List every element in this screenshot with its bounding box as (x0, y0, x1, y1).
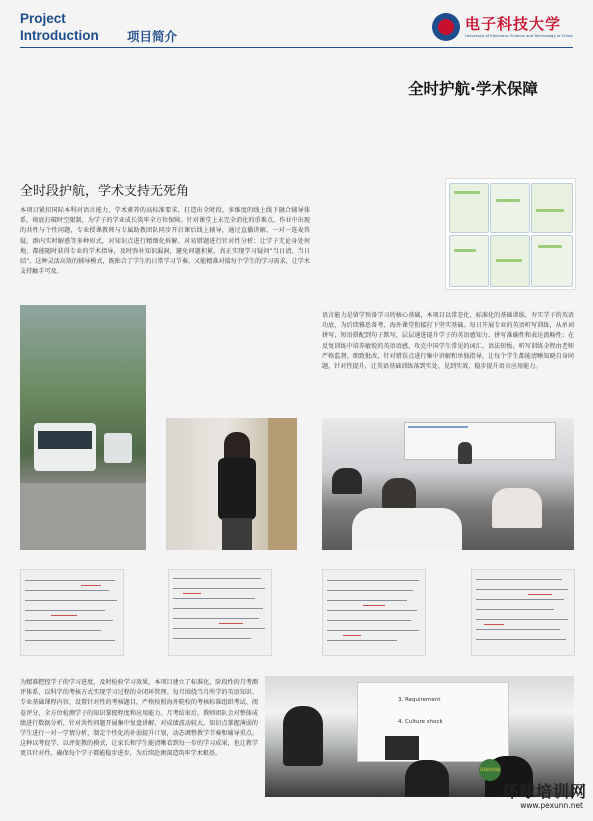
student-hallway-photo (166, 418, 297, 550)
watermark (457, 759, 587, 811)
section3-body: 为精准把控学子的学习进度，及时检验学习效果，本项目建立了标准化、阶段性的月考测评体系，以科学的考核方式实现学习过程的全闭环管理。每月围绕当月所学的英语知识、专业基础课程内容，设置针对性的考核题目，严格按照海外院校的考核标准组织考试、阅卷评分，全方位检测学子的知识掌握程度和应用能力。月考结束后，教师团队会对整体成绩进行数据分析，针对共性问题开展集中复盘讲解，对成绩波动较大、知识点掌握薄弱的学生进行一对一学情分析，制定个性化的补弱提升计划，动态调整教学节奏和辅导重点。这种以考促学、以评促教的模式，让家长和学生能清晰看到每一步的学习成果，也让教学更具针对性，确保每个学子都能稳步进步，为后续赴澳深造筑牢学术根基。 (20, 679, 258, 758)
logo-en-text: University of Electronic Science and Technology of China (465, 33, 573, 38)
chat-screenshots-photo (445, 178, 576, 290)
watermark-logo-icon: 环球培训网 (479, 759, 501, 781)
screen-item-culture-shock: 4. Culture shock (398, 719, 443, 725)
header-title-en-line2: Introduction (20, 28, 99, 43)
dictation-notes-photo-2 (168, 569, 272, 656)
watermark-cn-text: 环球培训网 (501, 782, 587, 801)
projector-screen (357, 682, 509, 762)
watermark-url: www.pexunn.net (520, 801, 583, 810)
dictation-notes-photo-4 (471, 569, 575, 656)
header-title-en-line1: Project (20, 11, 66, 26)
university-logo (432, 10, 574, 44)
page-title: 全时护航·学术保障 (408, 80, 538, 98)
dictation-notes-photo-1 (20, 569, 124, 656)
header-title-cn: 项目简介 (127, 29, 178, 44)
header-title-en (20, 10, 99, 44)
screen-item-requirement: 3. Requirement (398, 697, 441, 703)
university-seal-icon (432, 13, 460, 41)
logo-cn-text: 电子科技大学 (465, 15, 562, 33)
dictation-notes-photo-3 (322, 569, 426, 656)
classroom-lecture-photo (322, 418, 574, 550)
section2-body: 语言能力是留学预备学习的核心基础，本项目以常态化、标准化的基础训练，夯实学子的英语功底，为后续雅思备考、海外课堂衔接打下坚实基础。每日开展专业的英语听写训练，从单词拼写、短语搭配到句子默写，层层递进提升学子的英语感知力、拼写准确性和表达流畅性；在反复训练中培养敏锐的英语语感，攻克中国学生常见的词汇、语法短板。听写训练全程由老师严格监督、细致批改，针对错误点进行集中讲解和单独指导，让每个学生都能清晰知晓自身问题，针对性提升，让英语基础训练落到实处、见到实效，稳步提升语言应用能力。 (322, 312, 574, 371)
section1-body: 本项目紧扣国际本科对语言能力、学术素养的高标准要求，打造出全时段、多维度的线上线下融合辅导体系，彻底打破时空限制，为学子的学业成长筑牢全方位保障。针对课堂上未完全消化的重难点、作业中出现的共性与个性问题，专业授课教师与专属助教团队同步开启课后线上辅导，通过直播讲解、一对一连麦答疑、群内实时解惑等多种形式，对知识点进行精细化拆解、对易错题进行针对性分析；让学子无论身处何地，都能随时获得专业的学术指导，及时弥补知识漏洞，避免问题积累，真正实现学习疑问“当日清、当日结”。这种灵活高效的辅导模式，既贴合了学生的日常学习节奏，又能精准对接每个学生的学习需求，让学术支持触手可及。 (20, 207, 310, 276)
campus-bus-photo (20, 305, 146, 550)
section1-heading: 全时段护航，学术支持无死角 (20, 184, 190, 199)
header-divider (20, 47, 573, 48)
